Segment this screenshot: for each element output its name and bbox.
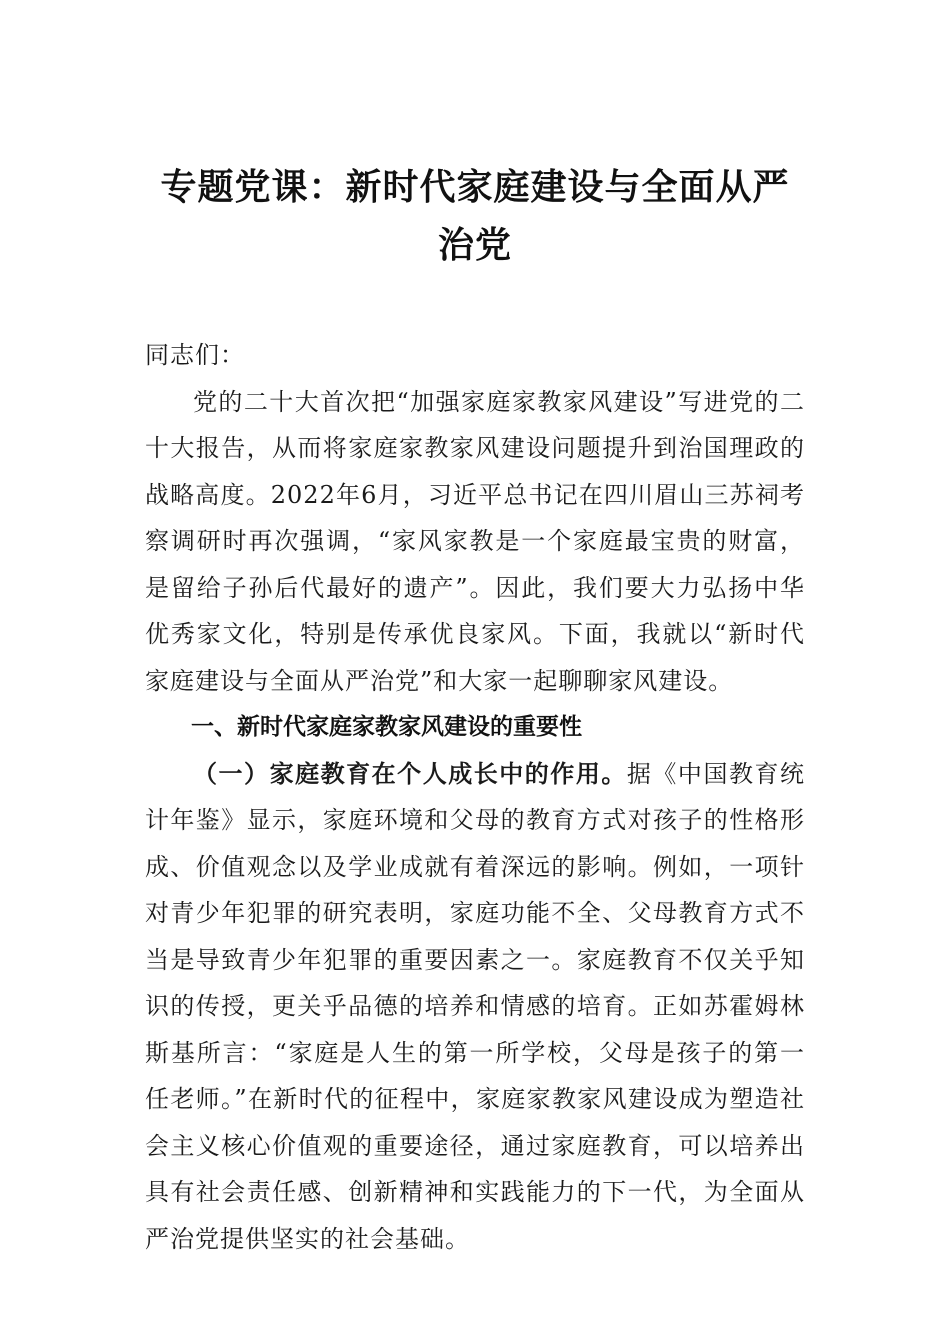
intro-paragraph: 党的二十大首次把“加强家庭家教家风建设”写进党的二十大报告，从而将家庭家教家风建设问题提升到治国理政的战略高度。2022年6月，习近平总书记在四川眉山三苏祠考察调研时再次强调，“家风家教是一个家庭最宝贵的财富，是留给子孙后代最好的遗产”。因此，我们要大力弘扬中华优秀家文化，特别是传承优良家风。下面，我就以“新时代家庭建设与全面从严治党”和大家一起聊聊家风建设。 — [145, 387, 805, 695]
page-title: 专题党课：新时代家庭建设与全面从严治党 — [160, 166, 790, 266]
subsection-text: 据《中国教育统计年鉴》显示，家庭环境和父母的教育方式对孩子的性格形成、价值观念以及学业成就有着深远的影响。例如，一项针对青少年犯罪的研究表明，家庭功能不全、父母教育方式不当是导致青少年犯罪的重要因素之一。家庭教育不仅关乎知识的传授，更关乎品德的培养和情感的培育。正如苏霍姆林斯基所言：“家庭是人生的第一所学校，父母是孩子的第一任老师。”在新时代的征程中，家庭家教家风建设成为塑造社会主义核心价值观的重要途径，通过家庭教育，可以培养出具有社会责任感、创新精神和实践能力的下一代，为全面从严治党提供坚实的社会基础。 — [145, 759, 806, 1253]
subsection-paragraph — [145, 751, 805, 1263]
document-body — [145, 332, 805, 1262]
subsection-heading: （一）家庭教育在个人成长中的作用。 — [193, 758, 627, 788]
salutation: 同志们： — [145, 341, 245, 369]
section-heading: 一、新时代家庭家教家风建设的重要性 — [191, 714, 582, 740]
